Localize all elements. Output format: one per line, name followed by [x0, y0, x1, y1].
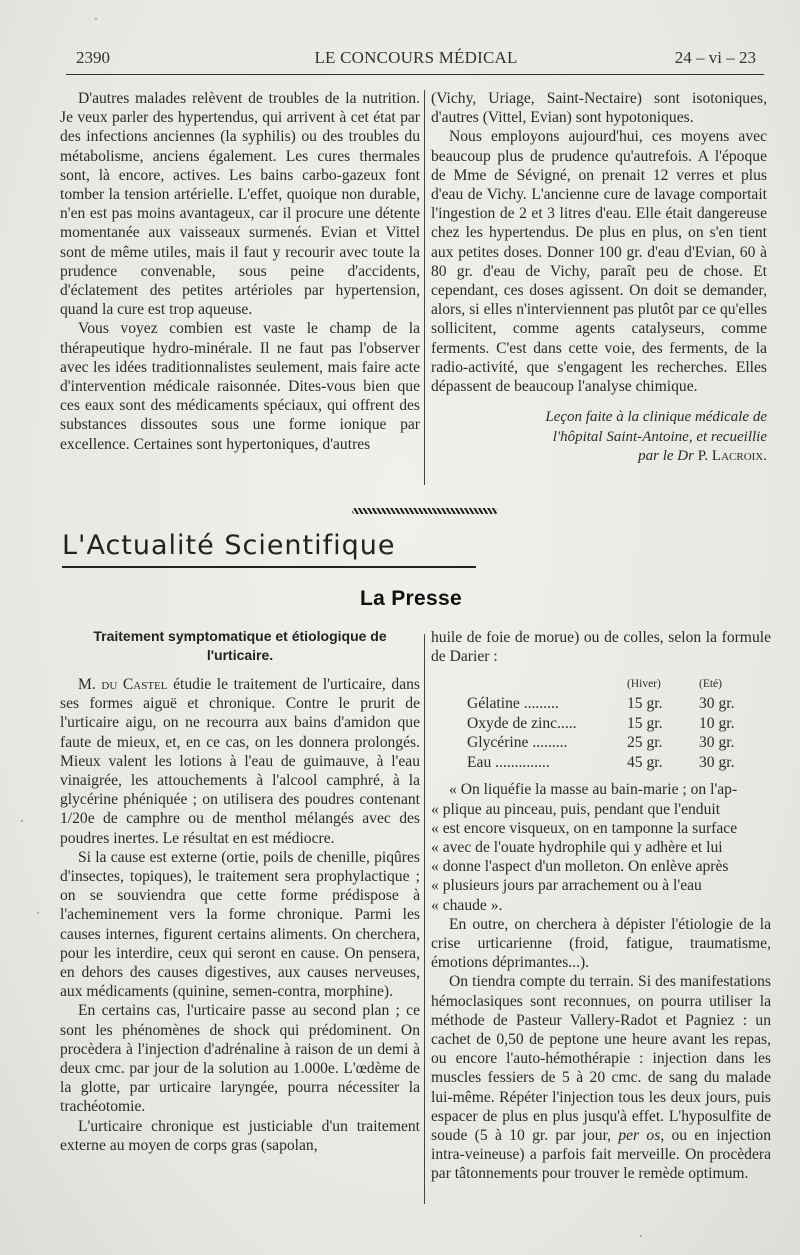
formula-header-row — [467, 676, 771, 692]
latin-phrase: per os — [618, 1127, 661, 1145]
top-article-left-column — [60, 89, 420, 454]
quote-line: « plique au pinceau, puis, pendant que l'enduit — [431, 800, 721, 818]
subsection-title: La Presse — [360, 587, 462, 610]
winter-dose: 45 gr. — [627, 753, 663, 771]
paragraph-text: étudie le traitement de l'urticaire, dans ses formes aiguë et chronique. Contre le prurit de l'urticaire aigu, on ne recourra aux bains d'amidon que faute de mieux, et, en ce cas, on les donnera prolongés. Mieux valent les lotions à l'eau de guimauve, à l'eau vinaigrée, les attouchements à l'alcool camphré, à la glycérine phéniquée ; on utilisera des poudres contenant 1/20e de camphre ou de menthol mélangés avec des poudres inertes. Le résultat en est médiocre. — [60, 676, 420, 847]
summer-dose: 30 gr. — [699, 734, 735, 752]
article-right-column — [431, 628, 771, 1184]
signature — [431, 408, 767, 467]
article-title-line: Traitement symptomatique et étiologique de — [93, 628, 387, 644]
signature-author: P. Lacroix. — [697, 448, 767, 465]
paragraph: D'autres malades relèvent de troubles de la nutrition. Je veux parler des hypertendus, qui arrivent à cet état par des infections anciennes (la syphilis) ou des troubles du métabolisme, anciens également. Les cures thermales sont, là encore, actives. Les bains carbo-gazeux font tomber la tension artérielle. L'effet, quoique non durable, n'en est pas moins avantageux, car il procure une détente momentanée aux vaisseaux surmenés. Evian et Vittel sont de même utiles, mais il faut y recourir avec toute la prudence convenable, sous peine d'accidents, d'éclatement des petites artérioles par hypertension, quand la cure est trop aqueuse. — [60, 90, 420, 319]
winter-dose: 25 gr. — [627, 734, 663, 752]
paragraph — [60, 675, 420, 848]
ingredient-name: Gélatine ......... — [467, 695, 559, 713]
winter-dose: 15 gr. — [627, 714, 663, 732]
formula-header-blank — [467, 676, 627, 692]
summer-dose: 10 gr. — [699, 714, 735, 732]
section-title: L'Actualité Scientifique — [62, 530, 396, 561]
paper-speck — [640, 1235, 642, 1237]
formula-row — [467, 714, 771, 734]
paragraph — [431, 972, 771, 1183]
darier-quotation — [431, 780, 771, 914]
formula-header-winter: (Hiver) — [627, 678, 661, 691]
quote-line: « est encore visqueux, on en tamponne la surface — [431, 819, 738, 837]
summer-dose: 30 gr. — [699, 753, 735, 771]
ingredient-name: Oxyde de zinc..... — [467, 714, 577, 732]
header-rule — [66, 74, 764, 75]
section-title-underline — [62, 566, 476, 568]
formula-header-summer: (Eté) — [699, 678, 722, 691]
ornamental-rope-divider — [352, 508, 498, 514]
winter-dose: 15 gr. — [627, 695, 663, 713]
paragraph: Si la cause est externe (ortie, poils de chenille, piqûres d'insectes, topiques), le traitement sera prophylactique ; on se souviendra que cette forme prédispose à l'acheminement vers la forme chronique. Parmi les causes internes, figurent certains aliments. On cherchera, pour les interdire, ceux qui seront en cause. On pensera, en dehors des causes digestives, aux causes nerveuses, aux médicaments (quinine, semen-contra, morphine). — [60, 848, 420, 1001]
quote-line: « plusieurs jours par arrachement ou à l'eau — [431, 877, 702, 895]
paragraph: (Vichy, Uriage, Saint-Nectaire) sont isotoniques, d'autres (Vittel, Evian) sont hypotoniques. — [431, 90, 767, 127]
issue-date: 24 – vi – 23 — [674, 48, 756, 67]
darier-formula-table — [467, 676, 771, 772]
article-left-column — [60, 627, 420, 1155]
article-title — [60, 627, 420, 665]
paragraph: En outre, on cherchera à dépister l'étiologie de la crise urticarienne (froid, fatigue, traumatisme, émotions déprimantes...). — [431, 915, 771, 972]
paragraph: Nous employons aujourd'hui, ces moyens avec beaucoup plus de prudence qu'autrefois. A l'époque de Mme de Sévigné, on prenait 12 verres et plus d'eau de Vichy. L'ancienne cure de lavage comportait l'ingestion de 2 et 3 litres d'eau. Elle était dangereuse chez les hypertendus. De plus en plus, on s'en tient aux petites doses. Donner 100 gr. d'eau d'Evian, 60 à 80 gr. d'eau de Vichy, paraît peu de chose. Et cependant, ces doses agissent. On doit se demander, alors, si elles n'interviennent pas plutôt par ce qu'elles sollicitent, comme agents catalyseurs, comme ferments. C'est dans cette voie, des ferments, de la radio-activité, que s'engagent les recherches. Elles dépassent de beaucoup l'analyse chimique. — [431, 128, 767, 396]
quote-line: « On liquéfie la masse au bain-marie ; on l'ap- — [449, 781, 738, 799]
column-divider — [424, 634, 425, 1204]
author-prefix: M. — [78, 676, 102, 693]
paper-speck — [37, 912, 39, 914]
quote-line: « donne l'aspect d'un molleton. On enlève après — [431, 858, 729, 876]
formula-row — [467, 733, 771, 753]
paper-speck — [21, 820, 23, 822]
paragraph: L'urticaire chronique est justiciable d'un traitement externe au moyen de corps gras (sapolan, — [60, 1117, 420, 1154]
paragraph-text: , ou en injection intra-veineuse) a parfois fait merveille. On procèdera par tâtonnements pour trouver le remède optimum. — [431, 1127, 771, 1183]
ingredient-name: Glycérine ......... — [467, 734, 568, 752]
column-divider — [424, 90, 425, 485]
summer-dose: 30 gr. — [699, 695, 735, 713]
paper-speck — [95, 18, 97, 20]
signature-line: Leçon faite à la clinique médicale de — [545, 409, 767, 426]
journal-title: LE CONCOURS MÉDICAL — [314, 48, 518, 67]
author-name: du Castel — [101, 676, 168, 693]
quote-line: « avec de l'ouate hydrophile qui y adhère et lui — [431, 839, 723, 857]
article-title-line: l'urticaire. — [206, 647, 274, 663]
ingredient-name: Eau .............. — [467, 753, 550, 771]
quote-line: « chaude ». — [431, 896, 503, 914]
signature-prefix: par le Dr — [638, 448, 698, 465]
running-header — [64, 48, 768, 70]
paragraph: En certains cas, l'urticaire passe au second plan ; ce sont les phénomènes de shock qui prédominent. On procèdera à l'injection d'adrénaline à raison de un demi à deux cmc. par jour de la solution au 1.000e. L'œdème de la glotte, par urticaire laryngée, pourra nécessiter la trachéotomie. — [60, 1002, 420, 1116]
top-article-right-column — [431, 89, 767, 467]
signature-line: l'hôpital Saint-Antoine, et recueillie — [552, 428, 767, 445]
paragraph: huile de foie de morue) ou de colles, selon la formule de Darier : — [431, 629, 771, 666]
signature-line — [431, 447, 767, 467]
formula-row — [467, 694, 771, 714]
page-number: 2390 — [76, 48, 110, 67]
paragraph: Vous voyez combien est vaste le champ de la thérapeutique hydro-minérale. Il ne faut pas l'observer avec les idées traditionnalistes seulement, mais faire acte d'intervention médicale raisonnée. Dites-vous bien que ces eaux sont des médicaments spéciaux, qui offrent des substances dissoutes sous une forme ionique par excellence. Certaines sont hypertoniques, d'autres — [60, 320, 420, 453]
paragraph-text: On tiendra compte du terrain. Si des manifestations hémoclasiques sont reconnues, on pourra utiliser la méthode de Pasteur Vallery-Radot et Pagniez : un cachet de 0,50 de peptone une heure avant les repas, ou encore l'auto-hémothérapie : injection dans les muscles fessiers de 5 à 20 cmc. de sang du malade lui-même. Répéter l'injection tous les deux jours, puis espacer de plus en plus jusqu'à effet. L'hyposulfite de soude (5 à 10 gr. par jour, — [431, 973, 771, 1145]
formula-row — [467, 753, 771, 773]
